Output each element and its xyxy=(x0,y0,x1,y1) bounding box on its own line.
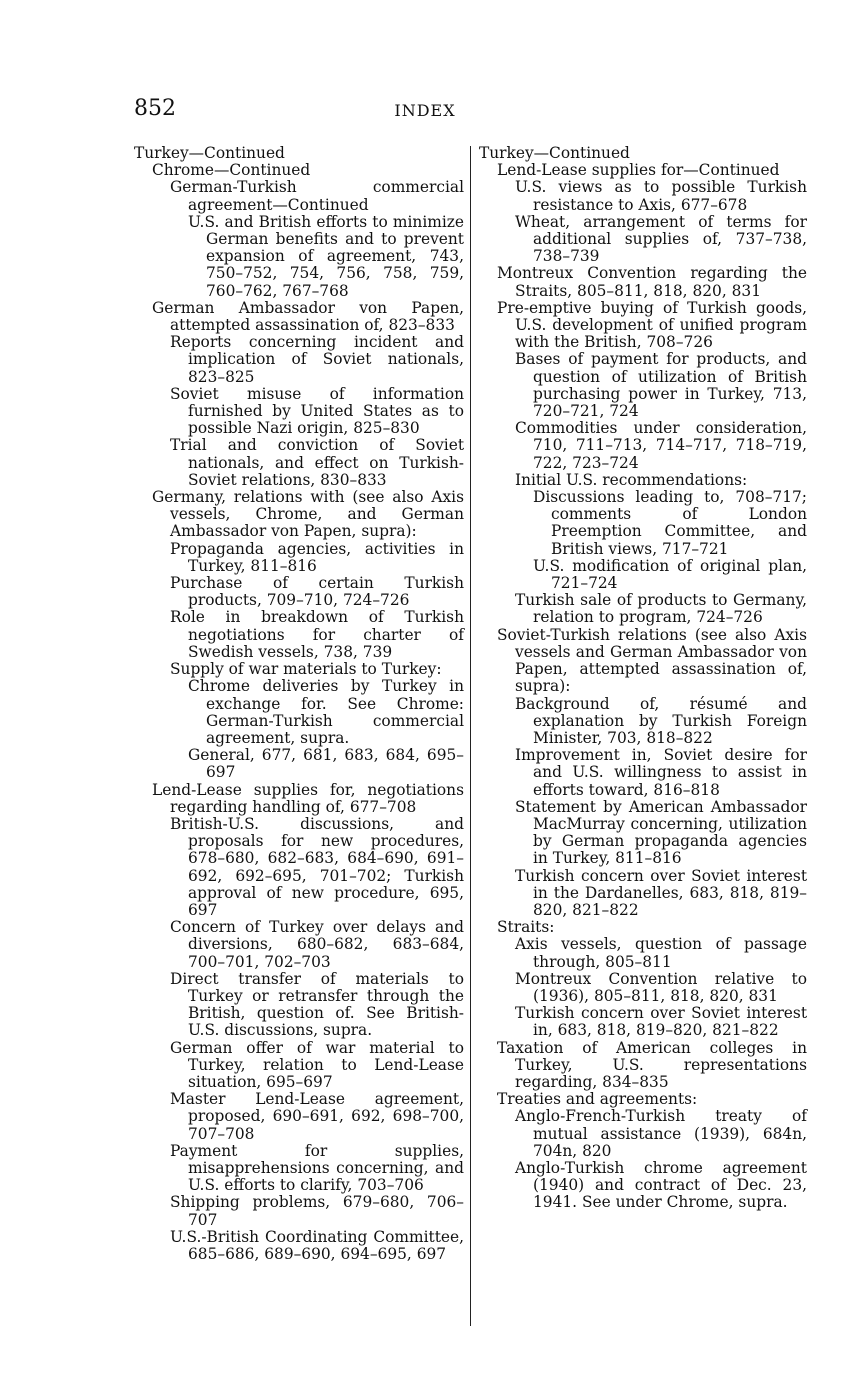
index-entry: Propaganda agencies, activities in Turkey, 811–816 xyxy=(170,539,464,575)
index-entry: Supply of war materials to Turkey: xyxy=(170,660,442,679)
index-entry: German offer of war material to Turkey, relation to Lend-Lease situation, 695–697 xyxy=(170,1038,464,1091)
index-entry: Anglo-Turkish chrome agreement (1940) and contract of Dec. 23, 1941. See under Chrome, supra. xyxy=(515,1158,807,1212)
index-entry: Axis vessels, question of passage through, 805–811 xyxy=(515,935,807,971)
index-entry: Commodities under consideration, 710, 711–713, 714–717, 718–719, 722, 723–724 xyxy=(515,419,807,472)
index-entry: Pre-emptive buying of Turkish goods, U.S. development of unified program with the British, 708–726 xyxy=(497,298,807,352)
index-entry: Turkish concern over Soviet interest in the Dardanelles, 683, 818, 819–820, 821–822 xyxy=(515,866,807,919)
index-entry: Soviet-Turkish relations (see also Axis vessels and German Ambassador von Papen, attempted assassination of, supra): xyxy=(497,625,807,696)
page-number: 852 xyxy=(134,96,176,121)
index-entry: Soviet misuse of information furnished by United States as to possible Nazi origin, 825–830 xyxy=(170,384,464,438)
index-entry: Lend-Lease supplies for—Continued xyxy=(497,161,780,180)
index-entry: Role in breakdown of Turkish negotiations for charter of Swedish vessels, 738, 739 xyxy=(170,608,464,661)
index-entry: Discussions leading to, 708–717; comments of London Preemption Committee, and British views, 717–721 xyxy=(533,488,807,558)
index-entry: Turkey—Continued xyxy=(134,144,285,162)
running-head: INDEX xyxy=(394,101,456,120)
index-entry: Initial U.S. recommendations: xyxy=(515,470,748,489)
index-entry: Master Lend-Lease agreement, proposed, 690–691, 692, 698–700, 707–708 xyxy=(170,1090,464,1143)
index-entry: Germany, relations with (see also Axis vessels, Chrome, and German Ambassador von Papen, supra): xyxy=(152,488,464,541)
index-entry: Montreux Convention relative to (1936), 805–811, 818, 820, 831 xyxy=(515,969,807,1005)
index-entry: German-Turkish commercial agreement—Continued xyxy=(170,178,464,214)
index-entry: Wheat, arrangement of terms for additional supplies of, 737–738, 738–739 xyxy=(515,212,807,266)
index-entry: Bases of payment for products, and question of utilization of British purchasing power in Turkey, 713, 720–721, 724 xyxy=(515,350,807,421)
index-entry: Turkish concern over Soviet interest in, 683, 818, 819–820, 821–822 xyxy=(515,1004,807,1040)
index-entry: Concern of Turkey over delays and diversions, 680–682, 683–684, 700–701, 702–703 xyxy=(170,918,464,971)
index-entry: Montreux Convention regarding the Straits, 805–811, 818, 820, 831 xyxy=(497,264,807,300)
index-entry: Direct transfer of materials to Turkey or retransfer through the British, question of. See British-U.S. discussions, supra. xyxy=(170,969,464,1040)
index-entry: Lend-Lease supplies for, negotiations regarding handling of, 677–708 xyxy=(152,780,464,816)
index-entry: Trial and conviction of Soviet nationals, and effect on Turkish-Soviet relations, 830–833 xyxy=(170,436,464,489)
index-entry: Treaties and agreements: xyxy=(497,1090,698,1109)
index-entry: U.S.-British Coordinating Committee, 685–686, 689–690, 694–695, 697 xyxy=(170,1227,464,1263)
index-entry: Payment for supplies, misapprehensions concerning, and U.S. efforts to clarify, 703–706 xyxy=(170,1141,464,1195)
index-entry: Turkey—Continued xyxy=(479,144,630,162)
index-entry: U.S. views as to possible Turkish resistance to Axis, 677–678 xyxy=(515,178,807,214)
index-entry: Purchase of certain Turkish products, 709–710, 724–726 xyxy=(170,574,464,610)
index-entry: Reports concerning incident and implication of Soviet nationals, 823–825 xyxy=(170,333,464,386)
index-entry: German Ambassador von Papen, attempted assassination of, 823–833 xyxy=(152,298,464,335)
index-entry: Improvement in, Soviet desire for and U.S. willingness to assist in efforts toward, 816–818 xyxy=(515,746,807,799)
index-entry: Shipping problems, 679–680, 706–707 xyxy=(170,1193,464,1229)
index-entry: Statement by American Ambassador MacMurray concerning, utilization by German propaganda agencies in Turkey, 811–816 xyxy=(515,797,807,868)
index-entry: U.S. and British efforts to minimize German benefits and to prevent expansion of agreement, 743, 750–752, 754, 756, 758, 759, 760–762, 767–768 xyxy=(188,212,464,300)
index-entry: Background of, résumé and explanation by Turkish Foreign Minister, 703, 818–822 xyxy=(515,694,807,747)
index-entry: British-U.S. discussions, and proposals for new procedures, 678–680, 682–683, 684–690, 691–692, 692–695, 701–702; Turkish approval of new procedure, 695, 697 xyxy=(170,814,464,919)
index-entry: Turkish sale of products to Germany, relation to program, 724–726 xyxy=(515,591,807,627)
column-divider xyxy=(470,146,471,1326)
index-entry: Chrome—Continued xyxy=(152,161,311,180)
index-entry: Taxation of American colleges in Turkey, U.S. representations regarding, 834–835 xyxy=(497,1038,807,1091)
index-entry: Straits: xyxy=(497,918,555,937)
index-column-left xyxy=(134,145,464,1263)
index-entry: Anglo-French-Turkish treaty of mutual assistance (1939), 684n, 704n, 820 xyxy=(515,1107,807,1160)
index-entry: U.S. modification of original plan, 721–724 xyxy=(533,556,807,593)
index-column-right xyxy=(479,145,807,1212)
index-entry: General, 677, 681, 683, 684, 695–697 xyxy=(188,746,464,782)
index-entry: Chrome deliveries by Turkey in exchange for. See Chrome: German-Turkish commercial agreement, supra. xyxy=(188,677,464,747)
